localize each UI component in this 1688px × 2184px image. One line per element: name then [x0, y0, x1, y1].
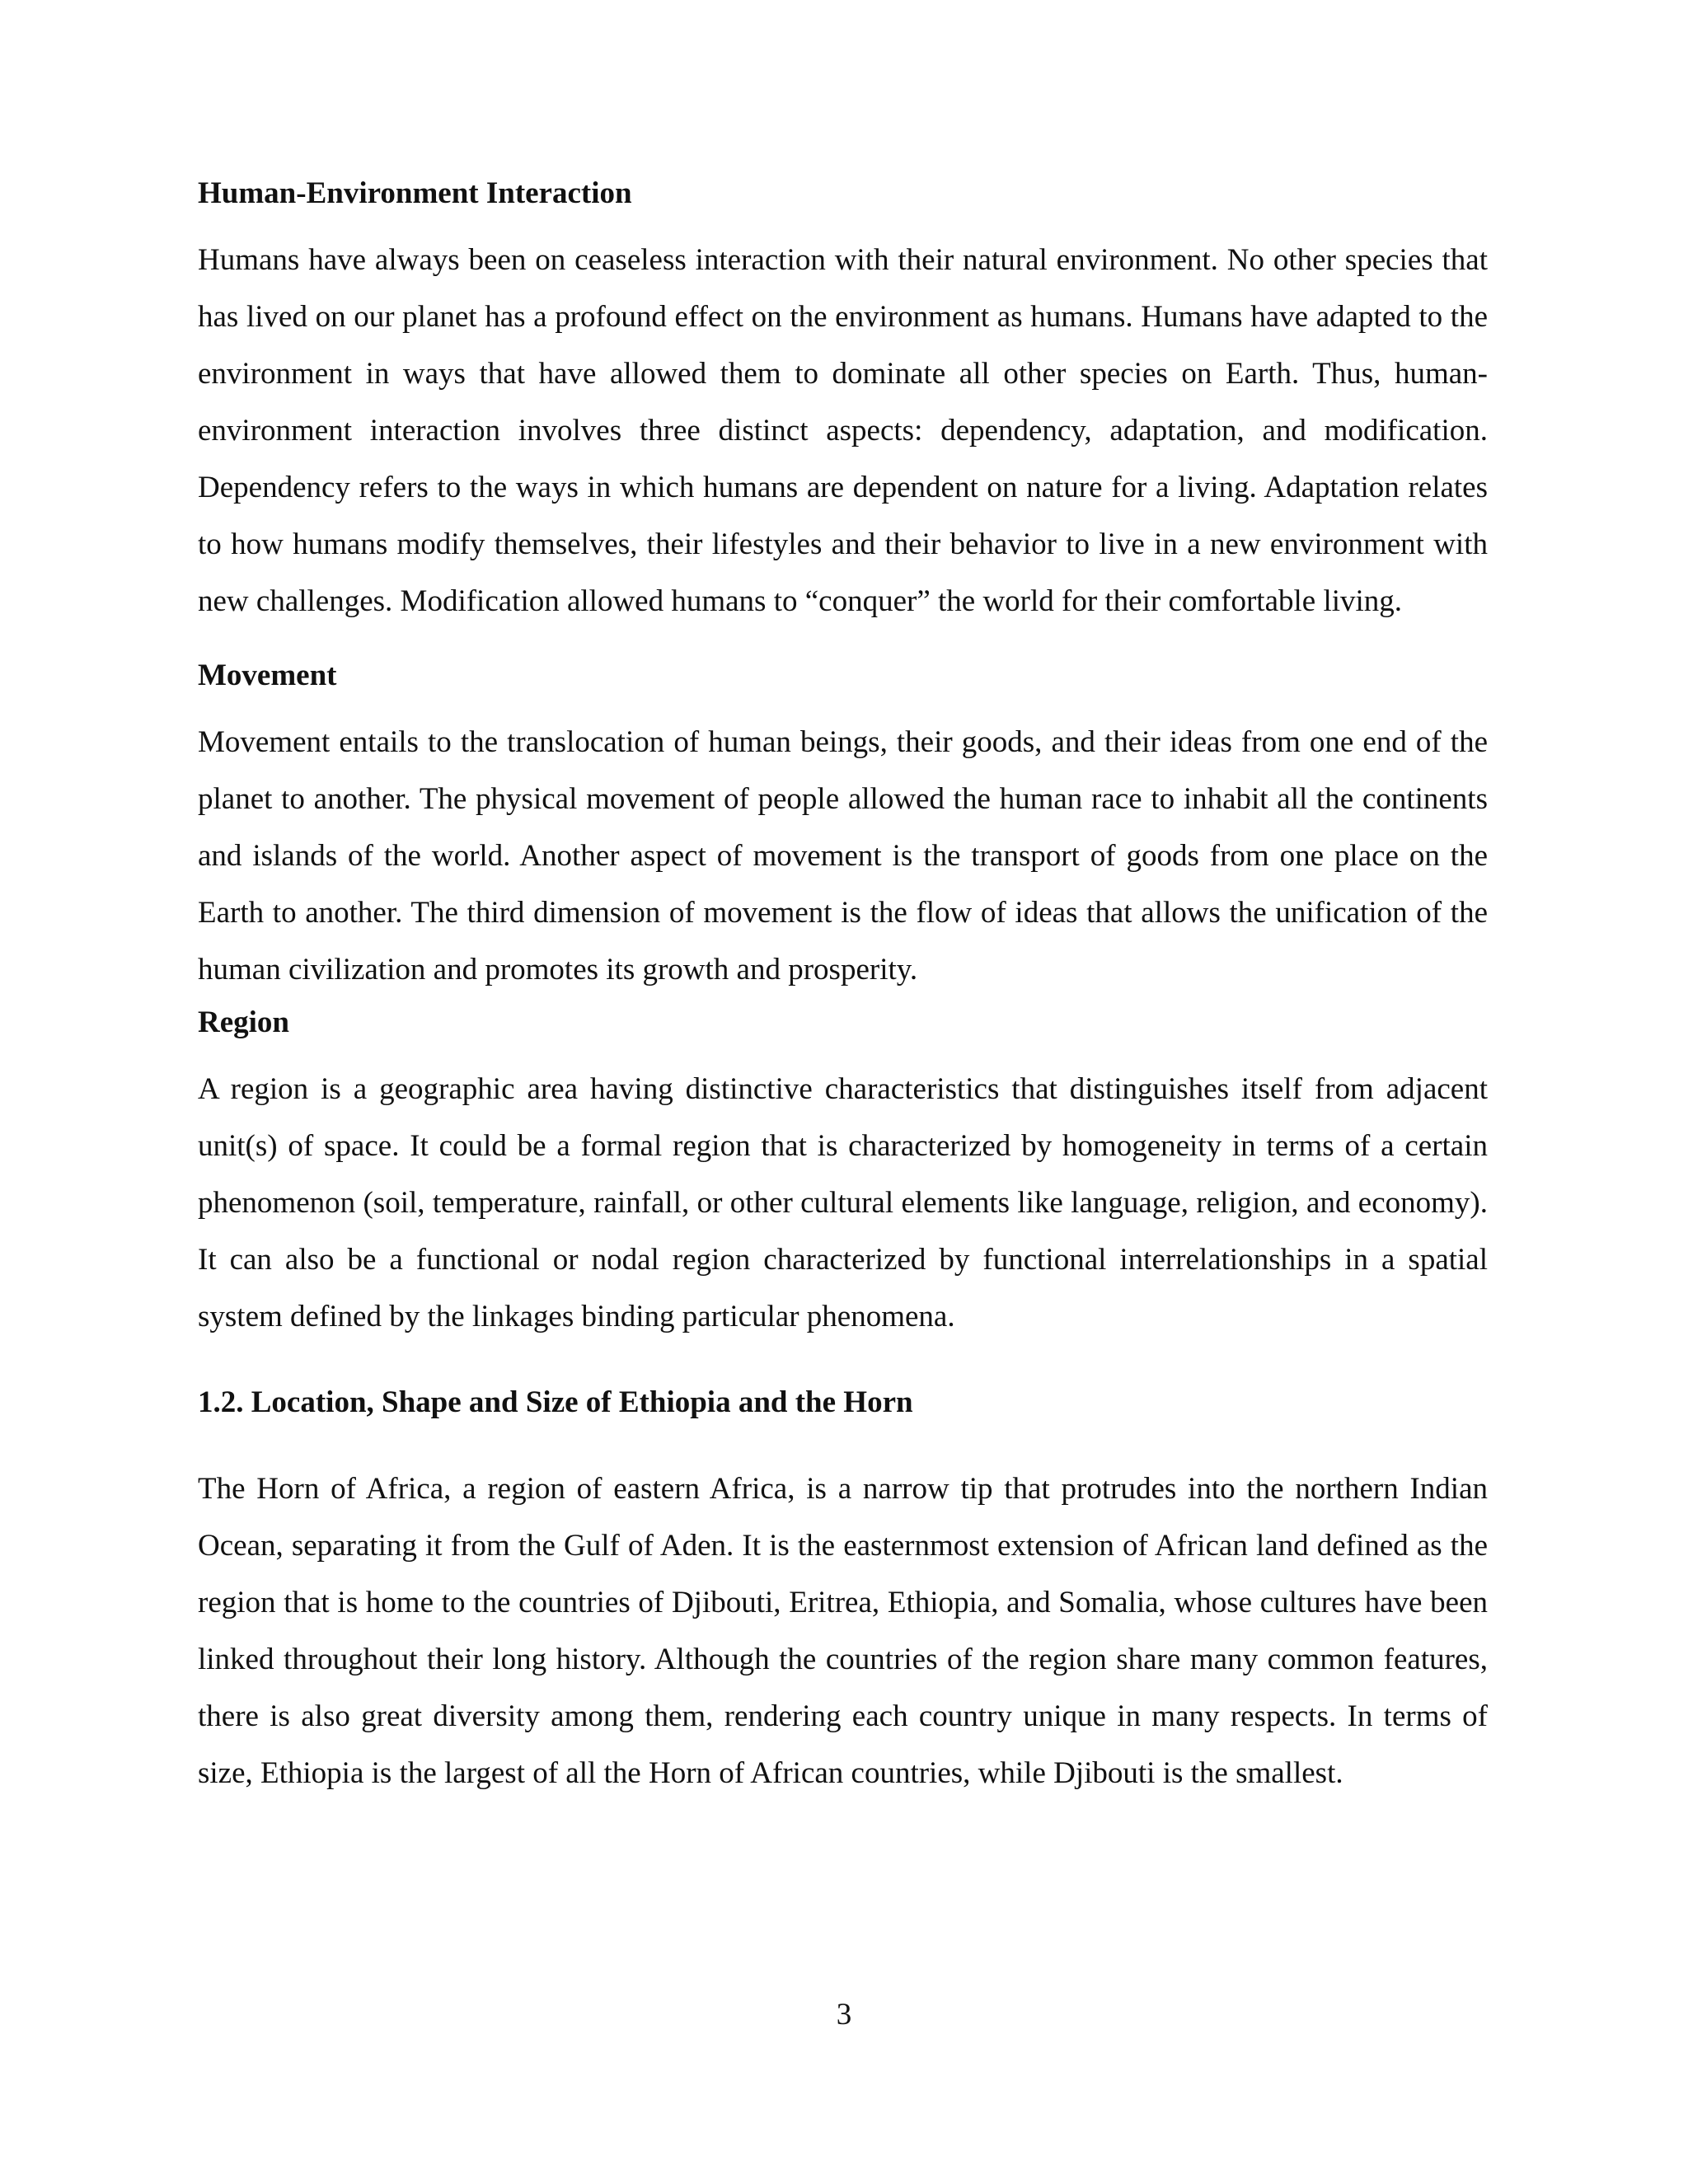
heading-human-environment-interaction: Human-Environment Interaction: [198, 176, 632, 210]
heading-location-shape-size: 1.2. Location, Shape and Size of Ethiopia and the Horn: [198, 1385, 913, 1419]
paragraph-region: A region is a geographic area having distinctive characteristics that distinguishes itself from adjacent unit(s) of space. It could be a formal region that is characterized by homogeneity in terms of a certain phenomenon (soil, temperature, rainfall, or other cultural elements like language, religion, and economy). It can also be a functional or nodal region characterized by functional interrelationships in a spatial system defined by the linkages binding particular phenomena.: [198, 1072, 1488, 1333]
heading-region: Region: [198, 1005, 289, 1039]
page-content: [198, 169, 1488, 1802]
paragraph-human-environment-interaction: Humans have always been on ceaseless interaction with their natural environment. No other species that has lived on our planet has a profound effect on the environment as humans. Humans have adapted to the environment in ways that have allowed them to dominate all other species on Earth. Thus, human-environment interaction involves three distinct aspects: dependency, adaptation, and modification. Dependency refers to the ways in which humans are dependent on nature for a living. Adaptation relates to how humans modify themselves, their lifestyles and their behavior to live in a new environment with new challenges. Modification allowed humans to “conquer” the world for their comfortable living.: [198, 243, 1488, 618]
page-number: 3: [836, 1998, 852, 2032]
heading-movement: Movement: [198, 658, 337, 692]
paragraph-movement: Movement entails to the translocation of human beings, their goods, and their ideas from one end of the planet to another. The physical movement of people allowed the human race to inhabit all the continents and islands of the world. Another aspect of movement is the transport of goods from one place on the Earth to another. The third dimension of movement is the flow of ideas that allows the unification of the human civilization and promotes its growth and prosperity.: [198, 725, 1488, 987]
paragraph-location-shape-size: The Horn of Africa, a region of eastern Africa, is a narrow tip that protrudes into the northern Indian Ocean, separating it from the Gulf of Aden. It is the easternmost extension of African land defined as the region that is home to the countries of Djibouti, Eritrea, Ethiopia, and Somalia, whose cultures have been linked throughout their long history. Although the countries of the region share many common features, there is also great diversity among them, rendering each country unique in many respects. In terms of size, Ethiopia is the largest of all the Horn of African countries, while Djibouti is the smallest.: [198, 1472, 1488, 1790]
